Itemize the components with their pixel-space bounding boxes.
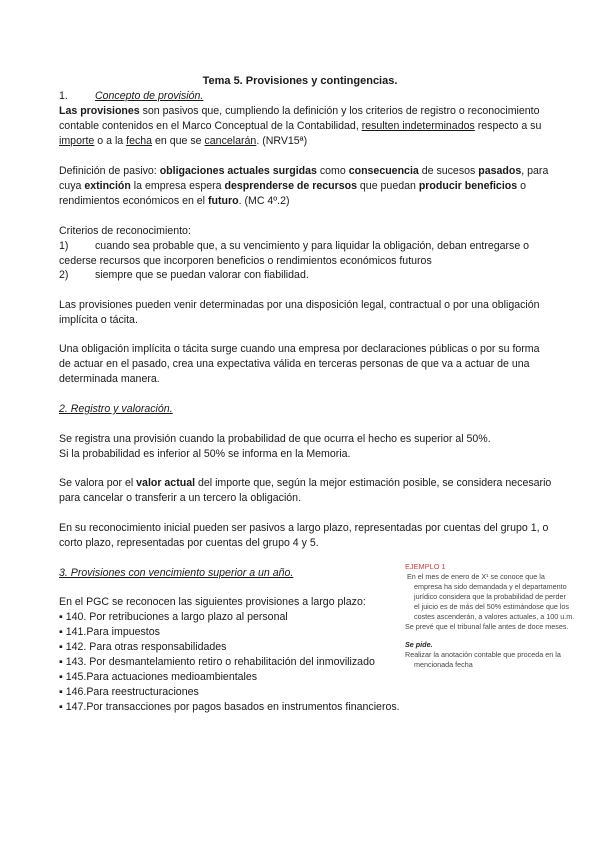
liability-definition-line-3 [59,194,290,209]
text-run: del importe que, según la mejor estimación posible, se considera necesario [195,477,552,489]
text-run: son pasivos que, cumpliendo la definición y los criterios de registro o reconocimiento [139,105,540,117]
text-run: respecto a su [474,120,542,132]
example-title: EJEMPLO 1 [405,562,446,571]
provision-account-item: ▪ 141.Para impuestos [59,626,160,638]
text-bold: Las [59,105,81,117]
implicit-obligation-line-3: determinada manera. [59,373,160,385]
text-underlined: importe [59,135,95,147]
liability-definition-line-2 [59,179,526,194]
section-1-heading: Concepto de provisión. [95,90,204,102]
text-run: como [316,165,349,177]
criteria-title: Criterios de reconocimiento: [59,225,191,237]
valuation-line-1 [59,476,551,491]
text-run: . (NRV15ª) [256,135,308,147]
example-request-line-2: mencionada fecha [414,660,473,669]
text-run: cuya [59,180,85,192]
text-bold: provisiones [80,105,140,117]
text-run: que puedan [356,180,419,192]
section-3-heading: 3. Provisiones con vencimiento superior a un año. [59,567,294,579]
provision-account-item: ▪ 145.Para actuaciones medioambientales [59,671,258,683]
text-underlined: cancelarán [204,135,257,147]
criteria-1-number: 1) [59,240,69,252]
provisions-definition-line-1 [59,104,540,119]
example-line-1: En el mes de enero de X¹ se conoce que la [407,572,545,581]
implicit-obligation-line-2: de actuar en el pasado, crea una expectativa válida en terceras personas de que va a actuar de una [59,358,530,370]
example-line-5: costes ascenderán, a valores actuales, a 100 u.m. [414,612,575,621]
text-run: Se valora por el [59,477,137,489]
provision-account-item: ▪ 140. Por retribuciones a largo plazo al personal [59,611,288,623]
text-run: Definición de pasivo: [59,165,160,177]
text-run: en que se [152,135,205,147]
document-title: Tema 5. Provisiones y contingencias. [202,75,398,87]
text-bold: consecuencia [348,165,419,177]
example-line-3: jurídico considera que la probabilidad de perder [414,592,566,601]
text-bold: obligaciones actuales surgidas [159,165,317,177]
text-run: o [517,180,526,192]
section-2-heading: 2. Registro y valoración. [59,403,173,415]
text-bold: valor actual [136,477,196,489]
valuation-line-2: para cancelar o transferir a un tercero la obligación. [59,492,302,504]
initial-recognition-line-1: En su reconocimiento inicial pueden ser pasivos a largo plazo, representadas por cuentas del grupo 1, o [59,522,549,534]
text-run: contable contenidos en el Marco Conceptual de la Contabilidad, [59,120,362,132]
provision-account-item: ▪ 147.Por transacciones por pagos basados en instrumentos financieros. [59,701,400,713]
example-line-4: el juicio es de más del 50% estimándose que los [414,602,570,611]
text-run: la empresa espera [130,180,225,192]
provisions-origin-line-2: implícita o tácita. [59,314,138,326]
registration-line-2: Si la probabilidad es inferior al 50% se informa en la Memoria. [59,448,351,460]
initial-recognition-line-2: corto plazo, representadas por cuentas del grupo 4 y 5. [59,537,319,549]
criteria-2-number: 2) [59,269,69,281]
example-request-line-1: Realizar la anotación contable que proceda en la [405,650,561,659]
provisions-definition-line-3 [59,134,307,149]
text-run: o a la [94,135,127,147]
text-bold: extinción [84,180,131,192]
text-run: , para [521,165,549,177]
implicit-obligation-line-1: Una obligación implícita o tácita surge cuando una empresa por declaraciones públicas o por su forma [59,343,540,355]
example-line-6: Se prevé que el tribunal falle antes de doce meses. [405,622,569,631]
text-underlined: resulten indeterminados [361,120,475,132]
provisions-origin-line-1: Las provisiones pueden venir determinadas por una disposición legal, contractual o por una obligación [59,299,540,311]
example-se-pide: Se pide. [405,640,433,649]
text-bold: producir beneficios [418,180,518,192]
text-bold: pasados [478,165,522,177]
provision-account-item: ▪ 142. Para otras responsabilidades [59,641,227,653]
text-bold: desprenderse de recursos [224,180,357,192]
pgc-intro: En el PGC se reconocen las siguientes provisiones a largo plazo: [59,596,366,608]
text-run: . (MC 4º.2) [238,195,290,207]
section-1-number: 1. [59,90,68,102]
provisions-definition-line-2 [59,119,541,134]
liability-definition-line-1 [59,164,548,179]
provision-account-item: ▪ 146.Para reestructuraciones [59,686,199,698]
provision-account-item: ▪ 143. Por desmantelamiento retiro o rehabilitación del inmovilizado [59,656,375,668]
registration-line-1: Se registra una provisión cuando la probabilidad de que ocurra el hecho es superior al 50%. [59,433,491,445]
example-line-2: empresa ha sido demandada y el departamento [414,582,567,591]
text-underlined: fecha [126,135,153,147]
text-run: de sucesos [418,165,479,177]
criteria-1-line-1: cuando sea probable que, a su vencimiento y para liquidar la obligación, deban entregarse o [95,240,530,252]
text-bold: futuro [207,195,239,207]
criteria-1-line-2: cederse recursos que incorporen beneficios o rendimientos económicos futuros [59,255,432,267]
text-run: rendimientos económicos en el [59,195,208,207]
criteria-2-line-1: siempre que se puedan valorar con fiabilidad. [95,269,309,281]
